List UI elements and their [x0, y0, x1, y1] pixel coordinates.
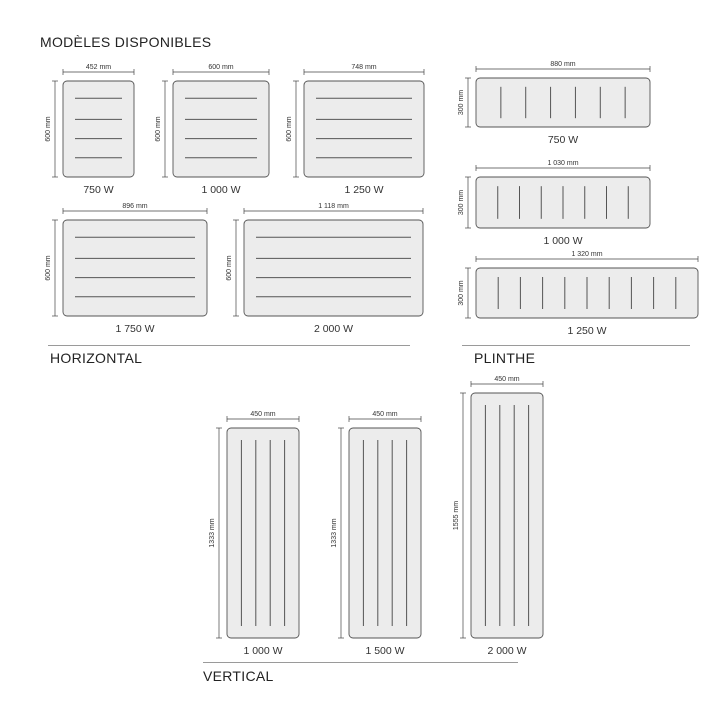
plinthe-model-2 — [458, 251, 698, 337]
section-label-vertical: VERTICAL — [203, 668, 274, 684]
power-label: 750 W — [547, 134, 579, 146]
height-label: 1333 mm — [330, 518, 338, 548]
height-label: 600 mm — [285, 116, 293, 142]
height-label: 300 mm — [457, 280, 465, 306]
power-label: 1 250 W — [567, 325, 607, 337]
radiator-panel — [63, 81, 134, 177]
height-label: 300 mm — [457, 89, 465, 116]
power-label: 1 500 W — [365, 645, 405, 657]
height-label: 600 mm — [154, 116, 162, 142]
plinthe-model-1 — [458, 160, 650, 247]
radiator-panel — [173, 81, 269, 177]
width-label: 1 320 mm — [571, 251, 603, 258]
width-label: 1 030 mm — [547, 160, 579, 167]
radiator-panel — [244, 220, 423, 316]
width-label: 880 mm — [550, 61, 576, 68]
power-label: 1 000 W — [201, 184, 241, 196]
power-label: 1 750 W — [115, 323, 155, 335]
width-label: 748 mm — [351, 64, 377, 71]
radiator-panel — [476, 78, 650, 127]
power-label: 1 250 W — [344, 184, 384, 196]
power-label: 1 000 W — [543, 235, 583, 247]
horizontal-model-1 — [155, 64, 269, 196]
width-label: 450 mm — [372, 411, 398, 418]
width-label: 452 mm — [85, 64, 112, 71]
radiator-panel — [471, 393, 543, 638]
height-label: 1333 mm — [208, 518, 216, 548]
section-label-plinthe: PLINTHE — [474, 350, 536, 366]
height-label: 600 mm — [44, 116, 52, 142]
plinthe-model-0 — [458, 61, 650, 146]
horizontal-model-0 — [45, 64, 134, 196]
power-label: 750 W — [83, 184, 114, 196]
vertical-model-1 — [331, 411, 421, 657]
vertical-model-0 — [209, 411, 299, 657]
horizontal-model-4 — [226, 203, 423, 335]
width-label: 450 mm — [494, 376, 520, 383]
horizontal-model-3 — [45, 203, 207, 335]
height-label: 600 mm — [225, 255, 233, 281]
power-label: 2 000 W — [487, 645, 527, 657]
horizontal-model-2 — [286, 64, 424, 196]
height-label: 600 mm — [44, 255, 52, 281]
section-label-horizontal: HORIZONTAL — [50, 350, 143, 366]
radiator-panel — [227, 428, 299, 638]
width-label: 896 mm — [122, 203, 148, 210]
power-label: 1 000 W — [243, 645, 283, 657]
power-label: 2 000 W — [313, 323, 354, 335]
radiator-panel — [349, 428, 421, 638]
width-label: 600 mm — [208, 64, 234, 71]
radiator-panel — [304, 81, 424, 177]
width-label: 450 mm — [250, 411, 276, 418]
width-label: 1 118 mm — [318, 203, 349, 210]
vertical-model-2 — [453, 376, 543, 657]
height-label: 1555 mm — [452, 500, 460, 531]
height-label: 300 mm — [457, 189, 465, 216]
page-title: MODÈLES DISPONIBLES — [40, 34, 212, 50]
radiator-panel — [63, 220, 207, 316]
